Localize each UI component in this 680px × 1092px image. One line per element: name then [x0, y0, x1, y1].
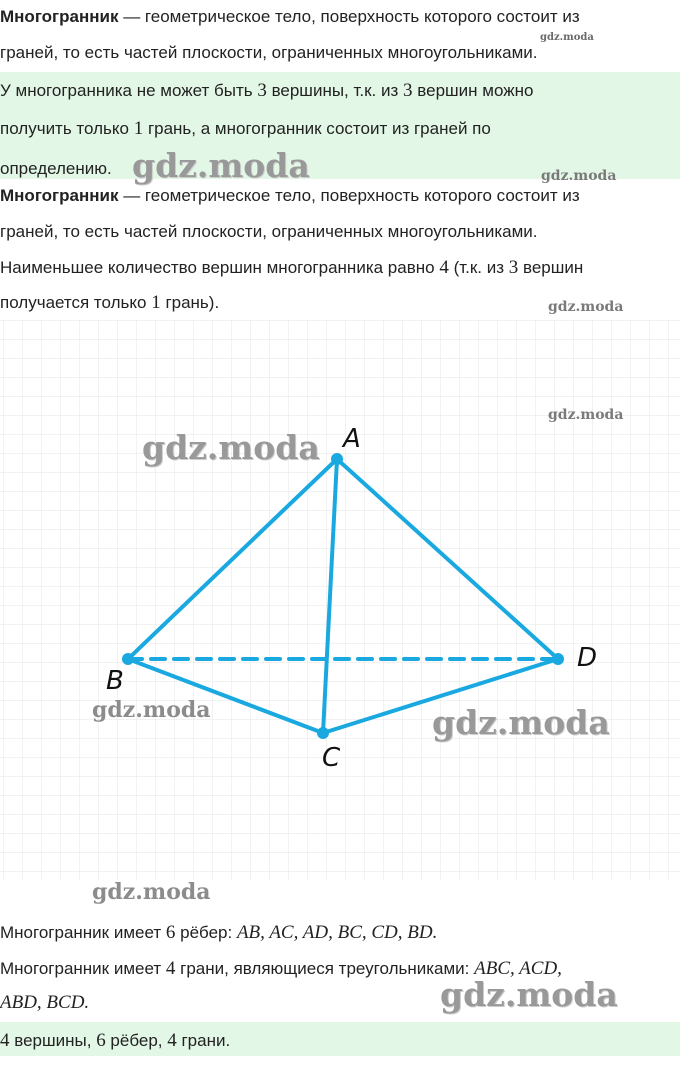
definition2-text-3c: вершин [523, 258, 584, 277]
answer1-number: 1 [133, 118, 144, 139]
definition2-line-2 [0, 221, 538, 243]
answer1-text-f: определению. [0, 159, 112, 178]
final-number: 6 [96, 1030, 106, 1051]
edges-text-2: рёбер: [180, 923, 233, 942]
watermark: gdz.moda [440, 975, 618, 1014]
definition2-number: 1 [151, 292, 161, 313]
pyramid-figure [0, 320, 680, 880]
faces-count: 4 [165, 958, 176, 979]
final-number: 4 [0, 1030, 10, 1051]
vertex-b-point [122, 653, 134, 665]
faces-text-2: грани, являющиеся треугольниками: [180, 959, 470, 978]
pyramid-drawing [0, 320, 680, 880]
definition2-number: 3 [508, 257, 519, 278]
definition2-line-1 [0, 185, 580, 207]
faces-text: Многогранник имеет [0, 959, 162, 978]
final-text: рёбер, [110, 1031, 163, 1050]
definition2-text-4a: получается только [0, 293, 147, 312]
definition2-line-4 [0, 292, 219, 314]
definition-term: Многогранник [0, 7, 119, 26]
vertex-label-a: A [343, 424, 361, 454]
watermark: gdz.moda [92, 879, 211, 905]
watermark: gdz.moda [142, 428, 320, 467]
watermark: gdz.moda [548, 407, 624, 423]
faces-list-1: ABC, ACD, [474, 958, 562, 979]
vertex-d-point [552, 653, 564, 665]
edges-text: Многогранник имеет [0, 923, 162, 942]
definition2-text: — геометрическое тело, поверхность которого состоит из [123, 186, 580, 205]
watermark: gdz.moda [132, 146, 310, 185]
definition2-text-2: граней, то есть частей плоскости, ограниченных многоугольниками. [0, 222, 538, 241]
watermark: gdz.moda [432, 703, 610, 742]
final-answer-line [0, 1030, 230, 1052]
vertex-label-d: D [577, 643, 598, 673]
watermark: gdz.moda [541, 168, 617, 184]
faces-list-2: ABD, BCD. [0, 992, 90, 1013]
edges-line [0, 922, 437, 944]
final-number: 4 [167, 1030, 177, 1051]
definition2-text-3a: Наименьшее количество вершин многогранника равно [0, 258, 435, 277]
edges-list: AB, AC, AD, BC, CD, BD. [236, 922, 438, 943]
watermark: gdz.moda [540, 32, 594, 43]
vertex-label-b: B [106, 666, 124, 696]
answer1-line-1 [0, 80, 533, 102]
definition-line-1 [0, 6, 580, 28]
definition-line-2 [0, 42, 538, 64]
edges-count: 6 [165, 922, 176, 943]
watermark: gdz.moda [548, 299, 624, 315]
answer1-text-a: У многогранника не может быть [0, 81, 253, 100]
answer1-text-c: вершин можно [417, 81, 534, 100]
definition2-term: Многогранник [0, 186, 119, 205]
answer1-text-e: грань, а многогранник состоит из граней по [147, 119, 491, 138]
definition2-number: 4 [439, 257, 449, 278]
definition2-text-3b: (т.к. из [453, 258, 505, 277]
definition2-line-3 [0, 257, 583, 279]
definition-text-2: граней, то есть частей плоскости, ограниченных многоугольниками. [0, 43, 538, 62]
vertex-label-c: C [322, 743, 341, 773]
faces-line-2 [0, 992, 89, 1014]
answer1-text-d: получить только [0, 119, 129, 138]
watermark: gdz.moda [92, 697, 211, 723]
final-text: грани. [181, 1031, 231, 1050]
answer1-number: 3 [257, 80, 267, 101]
answer1-number: 3 [403, 80, 413, 101]
vertex-c-point [317, 727, 329, 739]
vertex-a-point [331, 453, 343, 465]
answer1-line-3 [0, 158, 112, 180]
definition-text: — геометрическое тело, поверхность которого состоит из [123, 7, 580, 26]
answer1-text-b: вершины, т.к. из [271, 81, 399, 100]
final-text: вершины, [14, 1031, 92, 1050]
grid-background [0, 320, 680, 880]
answer1-line-2 [0, 118, 491, 140]
definition2-text-4b: грань). [165, 293, 220, 312]
